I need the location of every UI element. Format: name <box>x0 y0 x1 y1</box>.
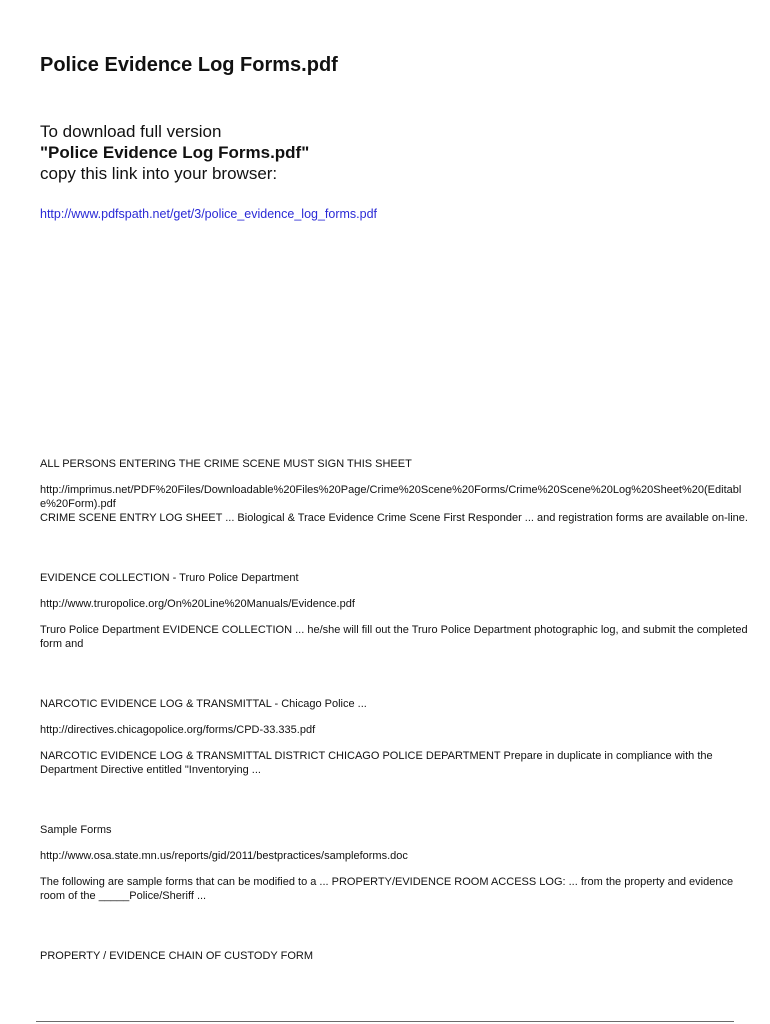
results-list <box>40 457 750 1009</box>
result-snippet: NARCOTIC EVIDENCE LOG & TRANSMITTAL DISTRICT CHICAGO POLICE DEPARTMENT Prepare in duplicate in compliance with the Department Directive entitled "Inventorying ... <box>40 750 713 776</box>
result-item <box>40 457 750 525</box>
result-url: http://www.truropolice.org/On%20Line%20Manuals/Evidence.pdf <box>40 598 355 610</box>
result-title: Sample Forms <box>40 824 112 836</box>
download-link[interactable]: http://www.pdfspath.net/get/3/police_evidence_log_forms.pdf <box>40 207 378 221</box>
intro-filename: "Police Evidence Log Forms.pdf" <box>40 143 310 162</box>
result-title: PROPERTY / EVIDENCE CHAIN OF CUSTODY FORM <box>40 950 314 962</box>
result-url: http://directives.chicagopolice.org/forms/CPD-33.335.pdf <box>40 724 316 736</box>
result-url: http://www.osa.state.mn.us/reports/gid/2011/bestpractices/sampleforms.doc <box>40 850 408 862</box>
result-snippet: CRIME SCENE ENTRY LOG SHEET ... Biological & Trace Evidence Crime Scene First Responder ... and registration forms are available on-line. <box>40 512 748 524</box>
result-title: EVIDENCE COLLECTION - Truro Police Department <box>40 572 299 584</box>
result-item <box>40 823 750 903</box>
result-title: ALL PERSONS ENTERING THE CRIME SCENE MUST SIGN THIS SHEET <box>40 458 412 470</box>
result-item <box>40 697 750 777</box>
intro-line-1: To download full version <box>40 122 222 141</box>
intro-line-3: copy this link into your browser: <box>40 164 278 183</box>
result-snippet: The following are sample forms that can be modified to a ... PROPERTY/EVIDENCE ROOM ACCESS LOG: ... from the property and evidence room of the _____Police/Sheriff ... <box>40 876 734 902</box>
result-url: http://imprimus.net/PDF%20Files/Downloadable%20Files%20Page/Crime%20Scene%20Forms/Crime%20Scene%20Log%20Sheet%20(Editable%20Form).pdf <box>40 484 742 510</box>
result-item <box>40 571 750 651</box>
result-snippet: Truro Police Department EVIDENCE COLLECTION ... he/she will fill out the Truro Police Department photographic log, and submit the completed form and <box>40 624 748 650</box>
footer-rule <box>36 1021 734 1022</box>
document-title: Police Evidence Log Forms.pdf <box>40 54 338 76</box>
download-intro <box>40 121 309 184</box>
result-item <box>40 949 750 963</box>
result-title: NARCOTIC EVIDENCE LOG & TRANSMITTAL - Chicago Police ... <box>40 698 367 710</box>
